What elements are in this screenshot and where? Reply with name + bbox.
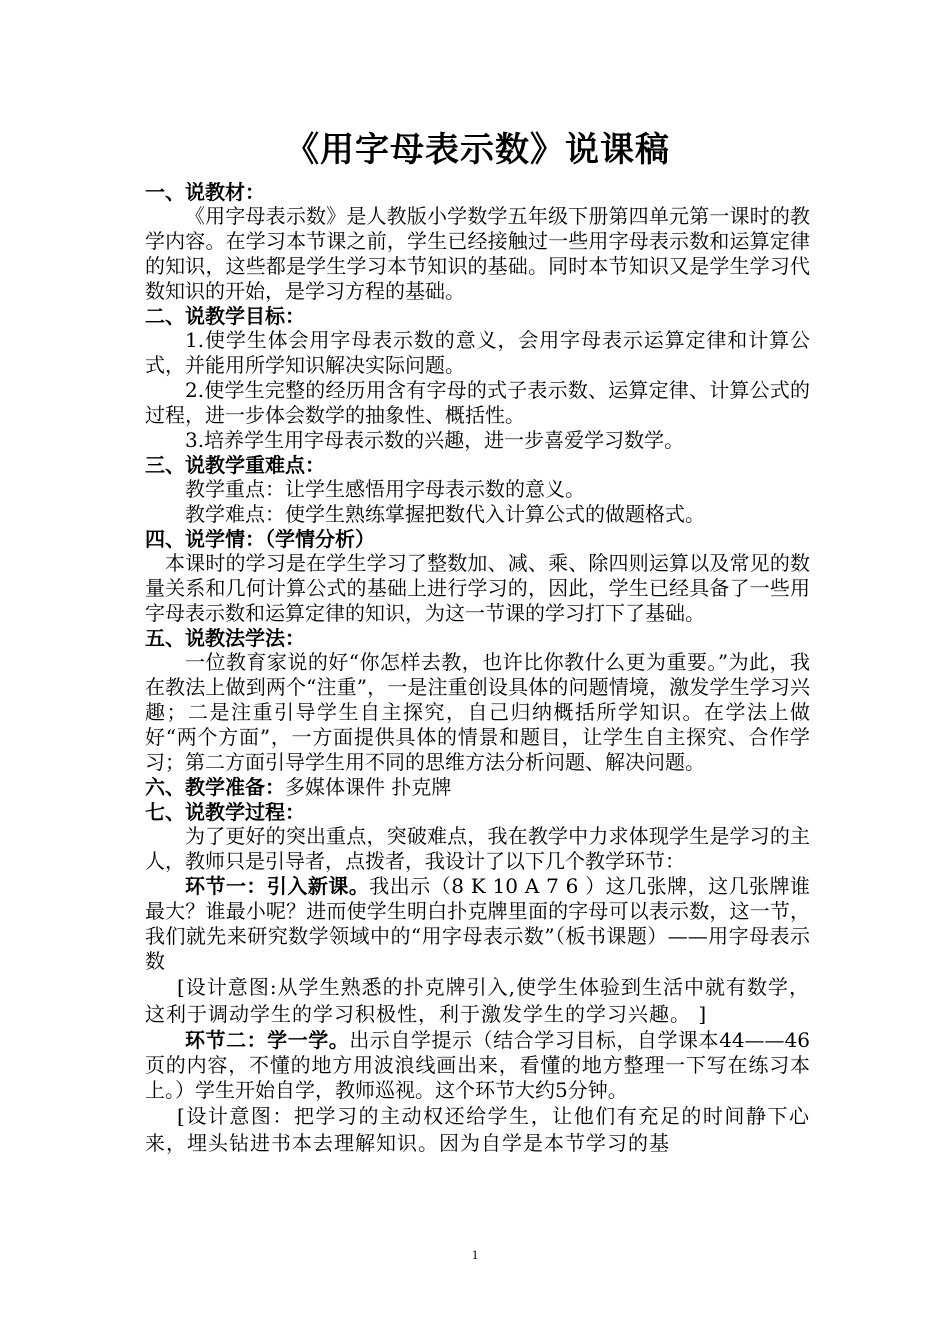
paragraph-step-1 [145,874,810,974]
step-2-label: 环节二：学一学。 [185,1028,350,1052]
paragraph-learner-analysis: 本课时的学习是在学生学习了整数加、减、乘、除四则运算以及常见的数量关系和几何计算公式的基础上进行学习的，因此，学生已经具备了一些用字母表示数和运算定律的知识，为这一节课的学习打下了基础。 [145,551,810,625]
document-body [145,128,810,1157]
page-title: 《用字母表示数》说课稿 [285,130,670,170]
preparation-text: 多媒体课件 扑克牌 [285,775,452,799]
design-intent-1: [设计意图:从学生熟悉的扑克牌引入,使学生体验到生活中就有数学，这利于调动学生的学习积极性，利于激发学生的学习兴趣。 ] [145,975,810,1026]
step-2-text: 出示自学提示（结合学习目标，自学课本44——46页的内容，不懂的地方用波浪线画出来，看懂的地方整理一下写在练习本上。）学生开始自学，教师巡视。这个环节大约5分钟。 [145,1028,810,1102]
design-intent-2: [设计意图：把学习的主动权还给学生，让他们有充足的时间静下心来，埋头钻进书本去理解知识。因为自学是本节学习的基 [145,1104,810,1155]
page-number: 1 [471,1247,479,1262]
key-point: 教学重点：让学生感悟用字母表示数的意义。 [185,477,585,501]
teaching-preparation-line [145,775,810,800]
step-1-text: 我出示（8 K 10 A 7 6 ）这几张牌，这几张牌谁最大？谁最小呢？进而使学生明白扑克牌里面的字母可以表示数，这一节，我们就先来研究数学领域中的“用字母表示数”（板书课题）——用字母表示数 [145,874,810,973]
section-heading-teaching-material: 一、说教材： [145,180,265,204]
section-heading-learner-analysis: 四、说学情：（学情分析） [145,527,375,551]
section-heading-teaching-goals: 二、说教学目标： [145,304,305,328]
paragraph-step-2 [145,1028,810,1103]
paragraph-process-intro: 为了更好的突出重点，突破难点，我在教学中力求体现学生是学习的主人，教师只是引导者，点拨者，我设计了以下几个教学环节： [145,824,810,873]
section-heading-preparation: 六、教学准备： [145,775,285,799]
goal-item-2: 2.使学生完整的经历用含有字母的式子表示数、运算定律、计算公式的过程，进一步体会数学的抽象性、概括性。 [145,378,810,427]
goal-item-3: 3.培养学生用字母表示数的兴趣，进一步喜爱学习数学。 [185,428,685,452]
difficult-point: 教学难点：使学生熟练掌握把数代入计算公式的做题格式。 [185,502,705,526]
step-1-label: 环节一：引入新课。 [185,874,370,898]
goal-item-1: 1.使学生体会用字母表示数的意义，会用字母表示运算定律和计算公式，并能用所学知识解决实际问题。 [145,328,810,377]
paragraph-methods: 一位教育家说的好“你怎样去教，也许比你教什么更为重要。”为此，我在教法上做到两个“注重”，一是注重创设具体的问题情境，激发学生学习兴趣；二是注重引导学生自主探究，自己归纳概括所学知识。在学法上做好“两个方面”，一方面提供具体的情景和题目，让学生自主探究、合作学习；第二方面引导学生用不同的思维方法分析问题、解决问题。 [145,650,810,774]
section-heading-process: 七、说教学过程： [145,800,305,824]
section-heading-methods: 五、说教法学法： [145,626,305,650]
section-heading-key-difficult-points: 三、说教学重难点： [145,453,325,477]
paragraph-teaching-material: 《用字母表示数》是人教版小学数学五年级下册第四单元第一课时的教学内容。在学习本节课之前，学生已经接触过一些用字母表示数和运算定律的知识，这些都是学生学习本节知识的基础。同时本节知识又是学生学习代数知识的开始，是学习方程的基础。 [145,204,810,303]
